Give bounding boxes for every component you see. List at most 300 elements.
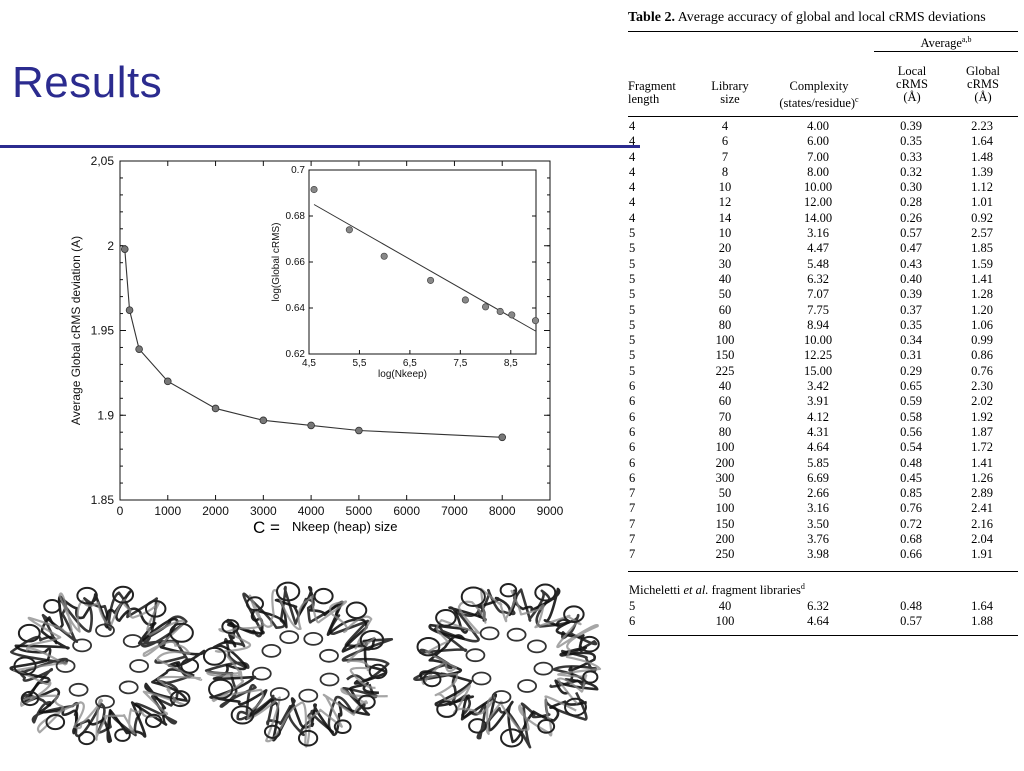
table-cell: 1.48 [971,149,993,164]
table-row [628,287,1018,302]
table-cell: 250 [715,547,735,562]
col-local-crms [876,65,948,104]
table-caption-text: Average accuracy of global and local cRMS deviations [677,10,986,25]
backbone-loop [115,729,130,741]
table-row [628,440,1018,455]
table-cell: 1.41 [971,455,993,470]
table-row [628,165,1018,180]
table-cell: 0.99 [971,333,993,348]
col-fragment-length [628,80,690,106]
inset-data-point [509,312,515,318]
backbone-loop [304,633,322,645]
table-cell: 1.59 [971,256,993,271]
inset-chart-frame [309,170,536,354]
table-cell: 40 [718,598,732,613]
table-cell: 0.40 [900,271,922,286]
data-point [308,422,315,429]
section-title-sup: d [800,581,805,591]
table-cell: 5.85 [807,455,829,470]
table-cell: 0.48 [900,455,922,470]
table-row [628,150,1018,165]
table-bottom-rule [628,635,1018,636]
table-cell: 7.75 [807,302,829,317]
backbone-loop [299,690,317,702]
backbone-loop [518,680,536,692]
col-header-line: Library [711,79,749,93]
table-cell: 1.41 [971,271,993,286]
col-header-line: (Å) [974,90,992,104]
table-cell: 200 [715,532,735,547]
table-row [628,547,1018,562]
table-cell: 7.07 [807,287,829,302]
table-cell: 2.30 [971,379,993,394]
table-cell: 14.00 [803,210,833,225]
backbone-loop [347,602,367,618]
table-cell: 6.32 [807,598,829,613]
table-cell: 3.98 [807,547,829,562]
y-tick-label: 1.9 [97,408,114,423]
table-cell: 150 [715,348,735,363]
table-cell: 2.02 [971,394,993,409]
table-cell: 0.39 [900,287,922,302]
table-row [628,471,1018,486]
table-cell: 8.00 [807,164,829,179]
table-cell: 1.06 [971,317,993,332]
table-cell: 1.01 [971,195,993,210]
data-point [126,307,133,314]
table-cell: 1.91 [971,547,993,562]
table-cell: 0.92 [971,210,993,225]
table-cell: 150 [715,516,735,531]
protein-structure [11,587,204,744]
table-cell: 300 [715,470,735,485]
table-cell: 0.59 [900,394,922,409]
inset-data-point [482,304,488,310]
table-cell: 0.34 [900,333,922,348]
col-header-line: length [628,92,660,106]
table-cell: 7 [629,516,636,531]
table-cell: 5 [629,271,636,286]
table-row [628,501,1018,516]
x-tick-label: 2000 [202,504,229,518]
data-point [499,434,506,441]
main-chart-svg [64,150,564,542]
backbone-loop [321,674,339,686]
table-cell: 4 [629,195,636,210]
table-row [628,348,1018,363]
table-row [628,134,1018,149]
table-row [628,180,1018,195]
table-section-body [628,599,1018,630]
table-cell: 40 [718,271,732,286]
average-header-text: Average [920,36,962,51]
table-cell: 4 [629,149,636,164]
table-cell: 40 [718,379,732,394]
data-point [121,246,128,253]
table-cell: 0.76 [900,501,922,516]
table-cell: 5 [629,317,636,332]
inset-ylabel: log(Global cRMS) [271,222,282,302]
table-cell: 50 [718,287,732,302]
main-chart [64,150,564,542]
table-cell: 1.12 [971,180,993,195]
table-cell: 0.66 [900,547,922,562]
table-cell: 7.00 [807,149,829,164]
inset-data-point [462,297,468,303]
col-header-sup: c [855,95,859,104]
table-cell: 5 [629,302,636,317]
backbone-loop [320,650,338,662]
inset-x-tick-label: 4,5 [302,358,316,369]
table-cell: 2.04 [971,532,993,547]
title-divider [0,145,640,148]
x-tick-label: 8000 [488,504,516,518]
table-cell: 0.30 [900,180,922,195]
inset-data-point [497,308,503,314]
table-cell: 7 [721,149,729,164]
x-tick-label: 0 [116,504,124,518]
table-section-title [628,572,1018,599]
table-cell: 0.57 [900,614,922,629]
table-row [628,456,1018,471]
table-row [628,410,1018,425]
average-header-rule [874,51,1018,52]
x-tick-label: 3000 [249,504,277,518]
table-cell: 12 [718,195,732,210]
table-cell: 5 [629,333,636,348]
table-cell: 0.47 [900,241,922,256]
table-cell: 3.16 [807,226,829,241]
table-cell: 0.33 [900,149,922,164]
col-header-line: cRMS [896,77,928,91]
inset-data-point [346,227,352,233]
table-cell: 4 [629,210,636,225]
table-cell: 2.66 [807,486,829,501]
table-row [628,257,1018,272]
table-row [628,318,1018,333]
table-row [628,425,1018,440]
table-cell: 10 [718,226,732,241]
x-tick-label: 6000 [393,504,421,518]
table-cell: 6 [629,379,636,394]
y-tick-label: 2,05 [90,154,114,168]
table-cell: 6 [629,440,636,455]
col-header-line: Fragment [628,79,676,93]
data-point [260,417,267,424]
table-header [628,32,1018,116]
x-tick-label: 5000 [345,504,373,518]
table-cell: 4.64 [807,440,829,455]
slide-title: Results [12,58,163,107]
table-cell: 6 [629,614,636,629]
table-cell: 1.26 [971,470,993,485]
col-header-line: Complexity [789,79,849,93]
inset-x-tick-label: 5,5 [352,358,367,369]
table-body [628,117,1018,563]
table-cell: 0.86 [971,348,993,363]
table-cell: 2.23 [971,119,993,133]
table-cell: 12.25 [803,348,833,363]
table-cell: 80 [718,317,732,332]
average-header-sup: a,b [961,35,972,44]
table-cell: 6 [629,394,636,409]
table-cell: 0.35 [900,134,922,149]
table-cell: 0.57 [900,226,922,241]
table-caption [628,10,1018,25]
table-cell: 0.58 [900,409,922,424]
inset-y-tick-label: 0.68 [285,211,305,222]
inset-data-point [381,253,387,259]
table-cell: 3.16 [807,501,829,516]
table-cell: 0.65 [900,379,922,394]
table-cell: 3.76 [807,532,829,547]
backbone-loop [70,684,88,696]
data-point [164,378,171,385]
inset-y-tick-label: 0.7 [291,165,305,176]
table-cell: 6 [629,424,636,439]
table-cell: 0.72 [900,516,922,531]
table-cell: 4.31 [807,424,829,439]
x-tick-label: 9000 [536,504,564,518]
x-tick-label: 7000 [441,504,468,518]
table-cell: 0.43 [900,256,922,271]
table-cell: 10.00 [803,180,833,195]
table-row [628,379,1018,394]
col-header-line: size [720,92,740,106]
table-cell: 60 [718,302,732,317]
data-point [212,405,219,412]
table-row [628,195,1018,210]
backbone-loop [466,649,484,661]
table-cell: 1.39 [971,164,993,179]
col-header-line: cRMS [967,77,999,91]
table-cell: 0.35 [900,317,922,332]
table-cell: 5 [629,287,636,302]
inset-y-tick-label: 0.64 [285,303,305,314]
table-cell: 4 [721,119,729,133]
table-cell: 80 [718,424,732,439]
backbone-loop [280,631,298,643]
backbone-loop [473,673,491,685]
table-cell: 1.28 [971,287,993,302]
table-row [628,119,1018,134]
section-title-italic: et al. [683,582,709,597]
col-header-line: Local [897,64,927,78]
table-cell: 5 [629,241,636,256]
backbone-loop [204,648,225,665]
table-cell: 1.92 [971,409,993,424]
y-tick-label: 1.85 [90,493,114,507]
table-cell: 6.69 [807,470,829,485]
average-header [874,35,1018,51]
table-cell: 0.29 [900,363,922,378]
table-cell: 5.48 [807,256,829,271]
table-cell: 6 [629,470,636,485]
table-cell: 7 [629,486,636,501]
table-cell: 5 [629,256,636,271]
table-cell: 8.94 [807,317,829,332]
table-row [628,532,1018,547]
table-cell: 12.00 [803,195,833,210]
table-cell: 2.57 [971,226,993,241]
table-cell: 0.32 [900,164,922,179]
table-cell: 0.28 [900,195,922,210]
table-cell: 0.56 [900,424,922,439]
table-cell: 20 [718,241,732,256]
table-cell: 6.32 [807,271,829,286]
table-cell: 3.42 [807,379,829,394]
table-cell: 7 [629,532,636,547]
table-cell: 1.87 [971,424,993,439]
protein-structure [204,583,392,747]
table-cell: 4.64 [807,614,829,629]
table-row [628,211,1018,226]
data-point [136,346,143,353]
table-row [628,364,1018,379]
table-cell: 7 [629,501,636,516]
table-cell: 14 [718,210,732,225]
inset-y-tick-label: 0.66 [285,257,305,268]
table-cell: 1.20 [971,302,993,317]
protein-structures-svg [0,566,628,766]
table-cell: 100 [715,333,735,348]
backbone-loop [79,732,94,744]
table-row [628,303,1018,318]
table-cell: 4.47 [807,241,829,256]
backbone-loop [528,640,546,652]
backbone-loop [120,681,138,693]
table-cell: 4 [629,164,636,179]
section-title-suffix: fragment libraries [711,582,801,597]
table-cell: 5 [629,348,636,363]
col-header-line: Global [965,64,1001,78]
table-cell: 70 [718,409,732,424]
table-row [628,517,1018,532]
main-chart-xlabel: Nkeep (heap) size [292,519,398,534]
table-cell: 2.16 [971,516,993,531]
backbone-loop [253,668,271,680]
table-cell: 7 [629,547,636,562]
backbone-loop [436,610,456,626]
table-row [628,333,1018,348]
col-global-crms [948,65,1018,104]
table-cell: 100 [715,501,735,516]
table-cell: 0.45 [900,470,922,485]
table-cell: 4.00 [807,119,829,133]
table-cell: 1.64 [971,134,993,149]
backbone-loop [44,600,60,613]
col-complexity [762,80,876,110]
table-cell: 6 [721,134,729,149]
table-cell: 4.12 [807,409,829,424]
x-tick-label: 1000 [154,504,182,518]
backbone-loop [262,645,280,657]
y-tick-label: 2 [107,238,114,253]
table-cell: 5 [629,226,636,241]
table-cell: 5 [629,363,636,378]
table-row [628,241,1018,256]
data-point [355,427,362,434]
x-tick-label: 4000 [297,504,325,518]
table-cell: 200 [715,455,735,470]
table-cell: 3.50 [807,516,829,531]
inset-data-point [532,317,538,323]
table-cell: 0.76 [971,363,993,378]
table-cell: 4 [629,119,636,133]
table-row [628,272,1018,287]
backbone-loop [124,635,142,647]
table-row [628,394,1018,409]
table-cell: 100 [715,440,735,455]
backbone-loop [508,629,526,641]
section-title-prefix: Micheletti [629,582,681,597]
table-cell: 5 [629,598,636,613]
table-row [628,599,1018,614]
backbone-loop [534,663,552,675]
main-chart-ylabel: Average Global cRMS deviation (A) [69,235,83,426]
col-header-line: (Å) [903,90,921,104]
table-cell: 6.00 [807,134,829,149]
table-cell: 1.64 [971,598,993,613]
accuracy-table [628,10,1018,650]
xlabel-prefix: C = [253,518,280,537]
table-cell: 0.39 [900,119,922,133]
protein-structures [0,566,628,766]
table-row [628,226,1018,241]
table-cell: 4 [629,180,636,195]
table-cell: 6 [629,409,636,424]
table-cell: 2.89 [971,486,993,501]
backbone-loop [73,639,91,651]
table-row [628,614,1018,629]
inset-data-point [311,186,317,192]
table-cell: 60 [718,394,732,409]
table-cell: 1.85 [971,241,993,256]
table-cell: 0.37 [900,302,922,317]
table-cell: 0.31 [900,348,922,363]
inset-y-tick-label: 0.62 [285,349,305,360]
table-cell: 1.88 [971,614,993,629]
col-header-line: (states/residue) [779,96,856,111]
table-cell: 15.00 [803,363,833,378]
table-cell: 10 [718,180,732,195]
table-cell: 0.48 [900,598,922,613]
backbone-loop [130,660,148,672]
table-cell: 0.26 [900,210,922,225]
backbone-loop [481,627,499,639]
inset-x-tick-label: 6,5 [402,358,417,369]
backbone-loop [315,589,333,603]
inset-x-tick-label: 8,5 [503,358,518,369]
table-cell: 1.72 [971,440,993,455]
protein-structure [414,584,600,747]
table-cell: 3.91 [807,394,829,409]
table-cell: 10.00 [803,333,833,348]
table-cell: 4 [629,134,636,149]
inset-x-tick-label: 7,5 [453,358,468,369]
inset-xlabel: log(Nkeep) [378,369,427,380]
table-cell: 6 [629,455,636,470]
table-cell: 2.41 [971,501,993,516]
col-library-size [698,80,762,106]
table-cell: 0.54 [900,440,922,455]
table-row [628,486,1018,501]
table-caption-label: Table 2. [628,10,675,25]
table-cell: 0.68 [900,532,922,547]
inset-data-point [427,277,433,283]
y-tick-label: 1.95 [90,323,114,338]
table-cell: 225 [715,363,735,378]
